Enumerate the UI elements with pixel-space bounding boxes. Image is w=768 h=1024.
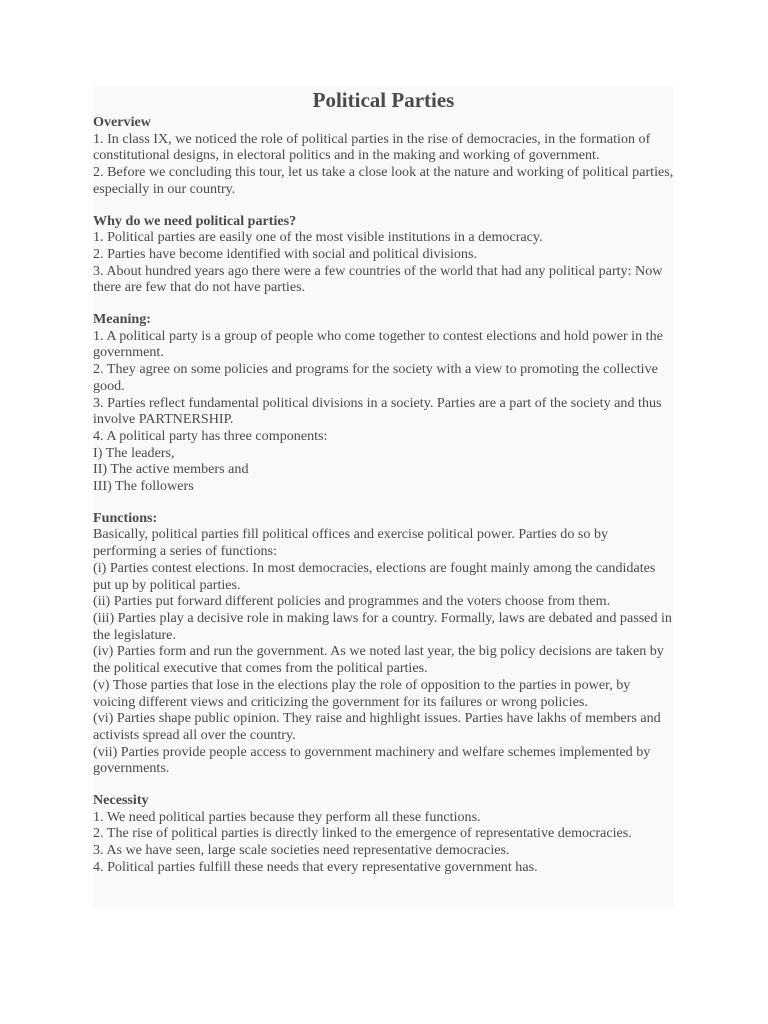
paragraph-line: 3. About hundred years ago there were a few countries of the world that had any political party: Now there are few that do not have parties.	[93, 262, 663, 296]
page-title: Political Parties	[312, 88, 455, 112]
section-meaning	[93, 311, 674, 495]
section-necessity	[93, 792, 674, 876]
paragraph-line: 2. They agree on some policies and programs for the society with a view to promoting the collective good.	[93, 361, 658, 394]
paragraph-line: (iv) Parties form and run the government. As we noted last year, the big policy decisions are taken by the political executive that comes from the political parties.	[93, 643, 664, 677]
section-heading: Meaning:	[93, 311, 151, 328]
paragraph-line: 4. A political party has three components:	[93, 427, 328, 444]
paragraph-line: (ii) Parties put forward different policies and programmes and the voters choose from them.	[93, 593, 611, 610]
paragraph-line: 3. Parties reflect fundamental political divisions in a society. Parties are a part of the society and thus involve PARTNERSHIP.	[93, 394, 662, 428]
section-heading: Functions:	[93, 509, 158, 526]
section-why-need-parties	[93, 213, 674, 297]
paragraph-line: 4. Political parties fulfill these needs that every representative government has.	[93, 858, 538, 875]
paragraph-line: (i) Parties contest elections. In most democracies, elections are fought mainly among the candidates put up by political parties.	[93, 559, 656, 593]
section-heading: Overview	[93, 114, 151, 130]
paragraph-line: III) The followers	[93, 478, 194, 495]
paragraph-line: 1. A political party is a group of people who come together to contest elections and hold power in the government.	[93, 327, 663, 361]
paragraph-line: 2. Before we concluding this tour, let us take a close look at the nature and working of political parties, especially in our country.	[93, 164, 674, 197]
paragraph-line: 1. In class IX, we noticed the role of political parties in the rise of democracies, in the formation of constitutional designs, in electoral politics and in the making and working of government.	[93, 130, 651, 164]
paragraph-line: 2. Parties have become identified with social and political divisions.	[93, 245, 477, 262]
paragraph-line: Basically, political parties fill political offices and exercise political power. Parties do so by performing a series of functions:	[93, 526, 609, 560]
paragraph-line: (vi) Parties shape public opinion. They raise and highlight issues. Parties have lakhs of members and activists spread all over the country.	[93, 710, 661, 743]
section-heading: Why do we need political parties?	[93, 212, 297, 229]
section-heading: Necessity	[93, 792, 149, 809]
paragraph-line: 1. Political parties are easily one of the most visible institutions in a democracy.	[93, 229, 543, 246]
paragraph-line: (iii) Parties play a decisive role in making laws for a country. Formally, laws are debated and passed in the legislature.	[93, 609, 672, 643]
section-functions	[93, 510, 674, 777]
paragraph-line: 1. We need political parties because they perform all these functions.	[93, 808, 481, 825]
document-page	[93, 86, 674, 908]
paragraph-line: II) The active members and	[93, 461, 249, 478]
paragraph-line: I) The leaders,	[93, 444, 175, 461]
paragraph-line: 2. The rise of political parties is directly linked to the emergence of representative democracies.	[93, 825, 632, 842]
paragraph-line: (vii) Parties provide people access to government machinery and welfare schemes implemented by governments.	[93, 743, 651, 777]
paragraph-line: 3. As we have seen, large scale societies need representative democracies.	[93, 842, 510, 859]
paragraph-line: (v) Those parties that lose in the elections play the role of opposition to the parties in power, by voicing different views and criticizing the government for its failures or wrong policies.	[93, 676, 631, 710]
section-overview	[93, 114, 674, 198]
